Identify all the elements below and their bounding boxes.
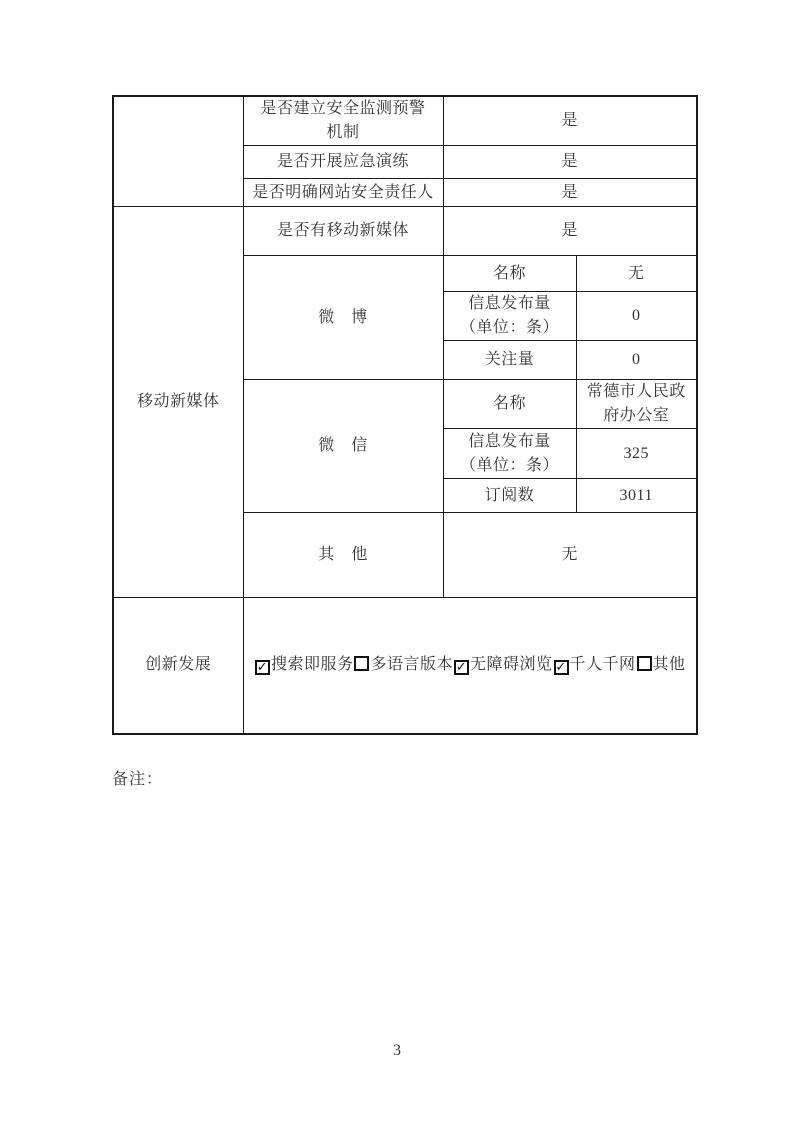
cell-other-media-label: 其 他: [243, 513, 443, 598]
cell-other-media-value: 无: [443, 513, 697, 598]
question-text-line: 机制: [326, 124, 360, 141]
checkbox-label: 千人千网: [569, 656, 636, 674]
option-multilingual: [353, 656, 453, 673]
cell-wechat-subs-label: 订阅数: [443, 479, 576, 513]
question-text-line: 是否建立安全监测预警: [260, 100, 426, 117]
cell-answer-monitor-warning: 是: [443, 96, 697, 146]
cell-wechat-subs-value: 3011: [576, 479, 697, 513]
field-label-line: （单位：条）: [459, 319, 559, 336]
option-personalized-web: [553, 656, 636, 676]
cell-wechat-name-value: [576, 380, 697, 429]
cell-weibo-name-label: 名称: [443, 256, 576, 292]
remarks-label: 备注：: [112, 771, 164, 788]
cell-wechat-volume-label: [443, 429, 576, 479]
cell-weibo-volume-label: [443, 292, 576, 341]
checkbox-label: 多语言版本: [370, 656, 453, 674]
cell-weibo-label: 微 博: [243, 256, 443, 380]
innovation-options-line: [254, 656, 686, 676]
report-table: [112, 95, 698, 735]
cell-weibo-name-value: 无: [576, 256, 697, 292]
checkbox-checked-icon: ✓: [555, 660, 567, 676]
cell-wechat-volume-value: 325: [576, 429, 697, 479]
section-cell-empty: [113, 96, 243, 207]
page-number: 3: [393, 1042, 401, 1059]
cell-question-has-mobile-media: 是否有移动新媒体: [243, 207, 443, 256]
cell-innovation-options: [243, 598, 697, 734]
option-other: [636, 656, 686, 673]
cell-weibo-followers-label: 关注量: [443, 341, 576, 380]
cell-answer-security-responsible: 是: [443, 179, 697, 207]
section-cell-innovation: 创新发展: [113, 598, 243, 734]
value-text-line: 常德市人民政: [586, 383, 686, 400]
field-label-line: （单位：条）: [459, 456, 559, 474]
cell-question-emergency-drill: 是否开展应急演练: [243, 146, 443, 179]
cell-answer-emergency-drill: 是: [443, 146, 697, 179]
cell-wechat-name-label: 名称: [443, 380, 576, 429]
cell-answer-has-mobile-media: 是: [443, 207, 697, 256]
option-search-service: [254, 656, 354, 676]
cell-wechat-label: 微 信: [243, 380, 443, 513]
option-accessibility: [453, 656, 553, 676]
checkbox-unchecked-icon: [637, 656, 652, 671]
checkbox-checked-icon: ✓: [256, 660, 269, 676]
checkbox-label: 其他: [652, 656, 686, 674]
cell-weibo-volume-value: 0: [576, 292, 697, 341]
field-label-line: 信息发布量: [468, 432, 551, 450]
checkbox-checked-icon: ✓: [455, 660, 468, 676]
cell-question-security-responsible: 是否明确网站安全责任人: [243, 179, 443, 207]
cell-weibo-followers-value: 0: [576, 341, 697, 380]
checkbox-label: 搜索即服务: [270, 656, 354, 674]
checkbox-unchecked-icon: [354, 656, 369, 671]
value-text-line: 府办公室: [603, 407, 670, 424]
section-cell-mobile-media: 移动新媒体: [113, 207, 243, 598]
field-label-line: 信息发布量: [468, 295, 551, 312]
checkbox-label: 无障碍浏览: [470, 656, 553, 674]
cell-question-monitor-warning: [243, 96, 443, 146]
